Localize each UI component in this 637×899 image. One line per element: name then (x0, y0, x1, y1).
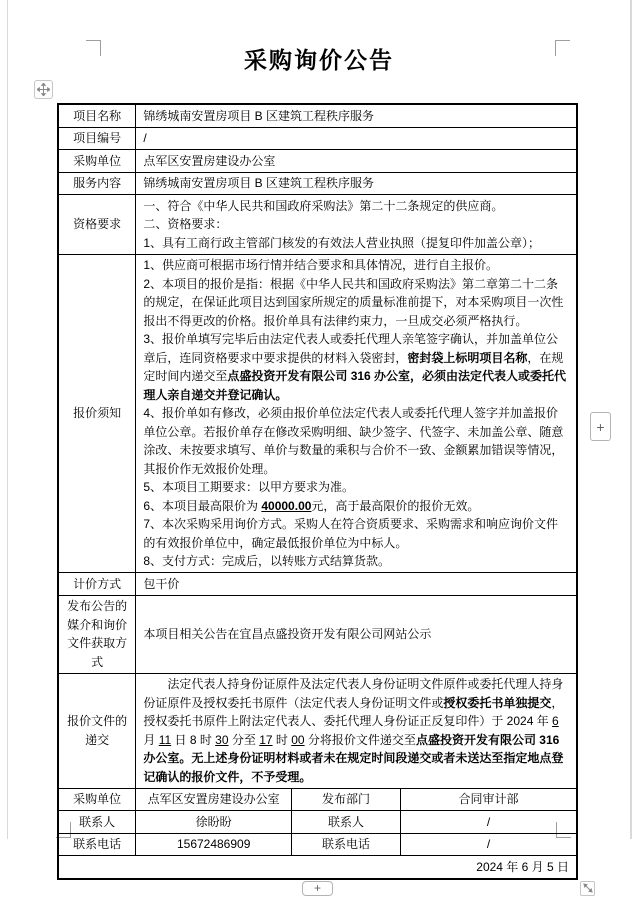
table-row (58, 150, 577, 173)
table-row (58, 254, 577, 573)
table-row (58, 172, 577, 195)
purchaser-value: 点军区安置房建设办公室 (136, 150, 577, 173)
contact-person-label: 联系人 (58, 811, 136, 834)
submission-value: 法定代表人持身份证原件及法定代表人身份证明文件原件或委托代理人持身份证原件及授权委托书原件（法定代表人身份证明文件或授权委托书单独提交，授权委托书原件上附法定代表人、委托代理人身份证正反复印件）于 2024 年 6 月 11 日 8 时 30 分至 17 时 00 分将报价文件递交至点盛投资开发有限公司 316 办公室。无上述身份证明材料或者未在规定时间段递交或者未送达至指定地点登记确认的报价文件，不予受理。 (136, 673, 577, 788)
page-right-edge (630, 0, 632, 839)
quotation-notice-label: 报价须知 (58, 254, 136, 573)
footer-publish-dept-value: 合同审计部 (401, 788, 577, 811)
project-number-value: / (136, 127, 577, 150)
qualification-value: 一、符合《中华人民共和国政府采购法》第二十二条规定的供应商。 二、资格要求： 1、具有工商行政主管部门核发的有效法人营业执照（提复印件加盖公章）； (136, 195, 577, 255)
procurement-table (57, 103, 578, 880)
table-move-handle[interactable] (34, 80, 53, 99)
diagonal-resize-icon (583, 883, 593, 893)
project-number-label: 项目编号 (58, 127, 136, 150)
table-row (58, 673, 577, 788)
submission-label: 报价文件的递交 (58, 673, 136, 788)
qualification-label: 资格要求 (58, 195, 136, 255)
announcement-media-label: 发布公告的媒介和询价文件获取方式 (58, 595, 136, 673)
add-row-button[interactable]: + (302, 881, 333, 896)
announcement-media-value: 本项目相关公告在宜昌点盛投资开发有限公司网站公示 (136, 595, 577, 673)
project-name-label: 项目名称 (58, 104, 136, 127)
contact-phone2-value: / (401, 833, 577, 856)
table-row (58, 811, 577, 834)
footer-purchaser-value: 点军区安置房建设办公室 (136, 788, 292, 811)
pricing-method-label: 计价方式 (58, 573, 136, 596)
page-left-edge (7, 0, 8, 839)
contact-person2-value: / (401, 811, 577, 834)
contact-phone2-label: 联系电话 (292, 833, 401, 856)
table-row (58, 833, 577, 856)
project-name-value: 锦绣城南安置房项目 B 区建筑工程秩序服务 (136, 104, 577, 127)
contact-person-value: 徐盼盼 (136, 811, 292, 834)
footer-publish-dept-label: 发布部门 (292, 788, 401, 811)
table-bottom-controls (57, 881, 578, 899)
table-row (58, 195, 577, 255)
footer-purchaser-label: 采购单位 (58, 788, 136, 811)
contact-phone-label: 联系电话 (58, 833, 136, 856)
add-column-button[interactable]: + (590, 412, 611, 441)
page-title: 采购询价公告 (244, 48, 394, 73)
document-table-area (57, 103, 578, 899)
contact-phone-value: 15672486909 (136, 833, 292, 856)
table-row (58, 595, 577, 673)
table-row (58, 788, 577, 811)
table-row (58, 127, 577, 150)
service-content-label: 服务内容 (58, 172, 136, 195)
table-resize-handle[interactable] (580, 881, 595, 896)
quotation-notice-value: 1、供应商可根据市场行情并结合要求和具体情况，进行自主报价。 2、本项目的报价是指：根据《中华人民共和国政府采购法》第二章第二十二条的规定，在保证此项目达到国家所规定的质量标准前提下，对本采购项目一次性报出不得更改的价格。报价单具有法律约束力，一旦成交必须严格执行。 3、报价单填写完毕后由法定代表人或委托代理人亲笔签字确认，并加盖单位公章后，连同资格要求中要求提供的材料入袋密封，密封袋上标明项目名称，在规定时间内递交至点盛投资开发有限公司 316 办公室，必须由法定代表人或委托代理人亲自递交并登记确认。 4、报价单如有修改，必须由报价单位法定代表人或委托代理人签字并加盖报价单位公章。若报价单存在修改采购明细、缺少签字、代签字、未加盖公章、随意涂改、未按要求填写、单价与数量的乘积与合价不一致、金额累加错误等情况，其报价作无效报价处理。 5、本项目工期要求：以甲方要求为准。 6、本项目最高限价为 40000.00元，高于最高限价的报价无效。 7、本次采购采用询价方式。采购人在符合资质要求、采购需求和响应询价文件的有效报价单位中，确定最低报价单位为中标人。 8、支付方式：完成后，以转账方式结算货款。 (136, 254, 577, 573)
four-way-arrow-icon (37, 83, 50, 96)
contact-person2-label: 联系人 (292, 811, 401, 834)
table-row (58, 573, 577, 596)
pricing-method-value: 包干价 (136, 573, 577, 596)
purchaser-label: 采购单位 (58, 150, 136, 173)
table-row (58, 856, 577, 879)
service-content-value: 锦绣城南安置房项目 B 区建筑工程秩序服务 (136, 172, 577, 195)
date-line: 2024 年 6 月 5 日 (58, 856, 577, 879)
table-row (58, 104, 577, 127)
